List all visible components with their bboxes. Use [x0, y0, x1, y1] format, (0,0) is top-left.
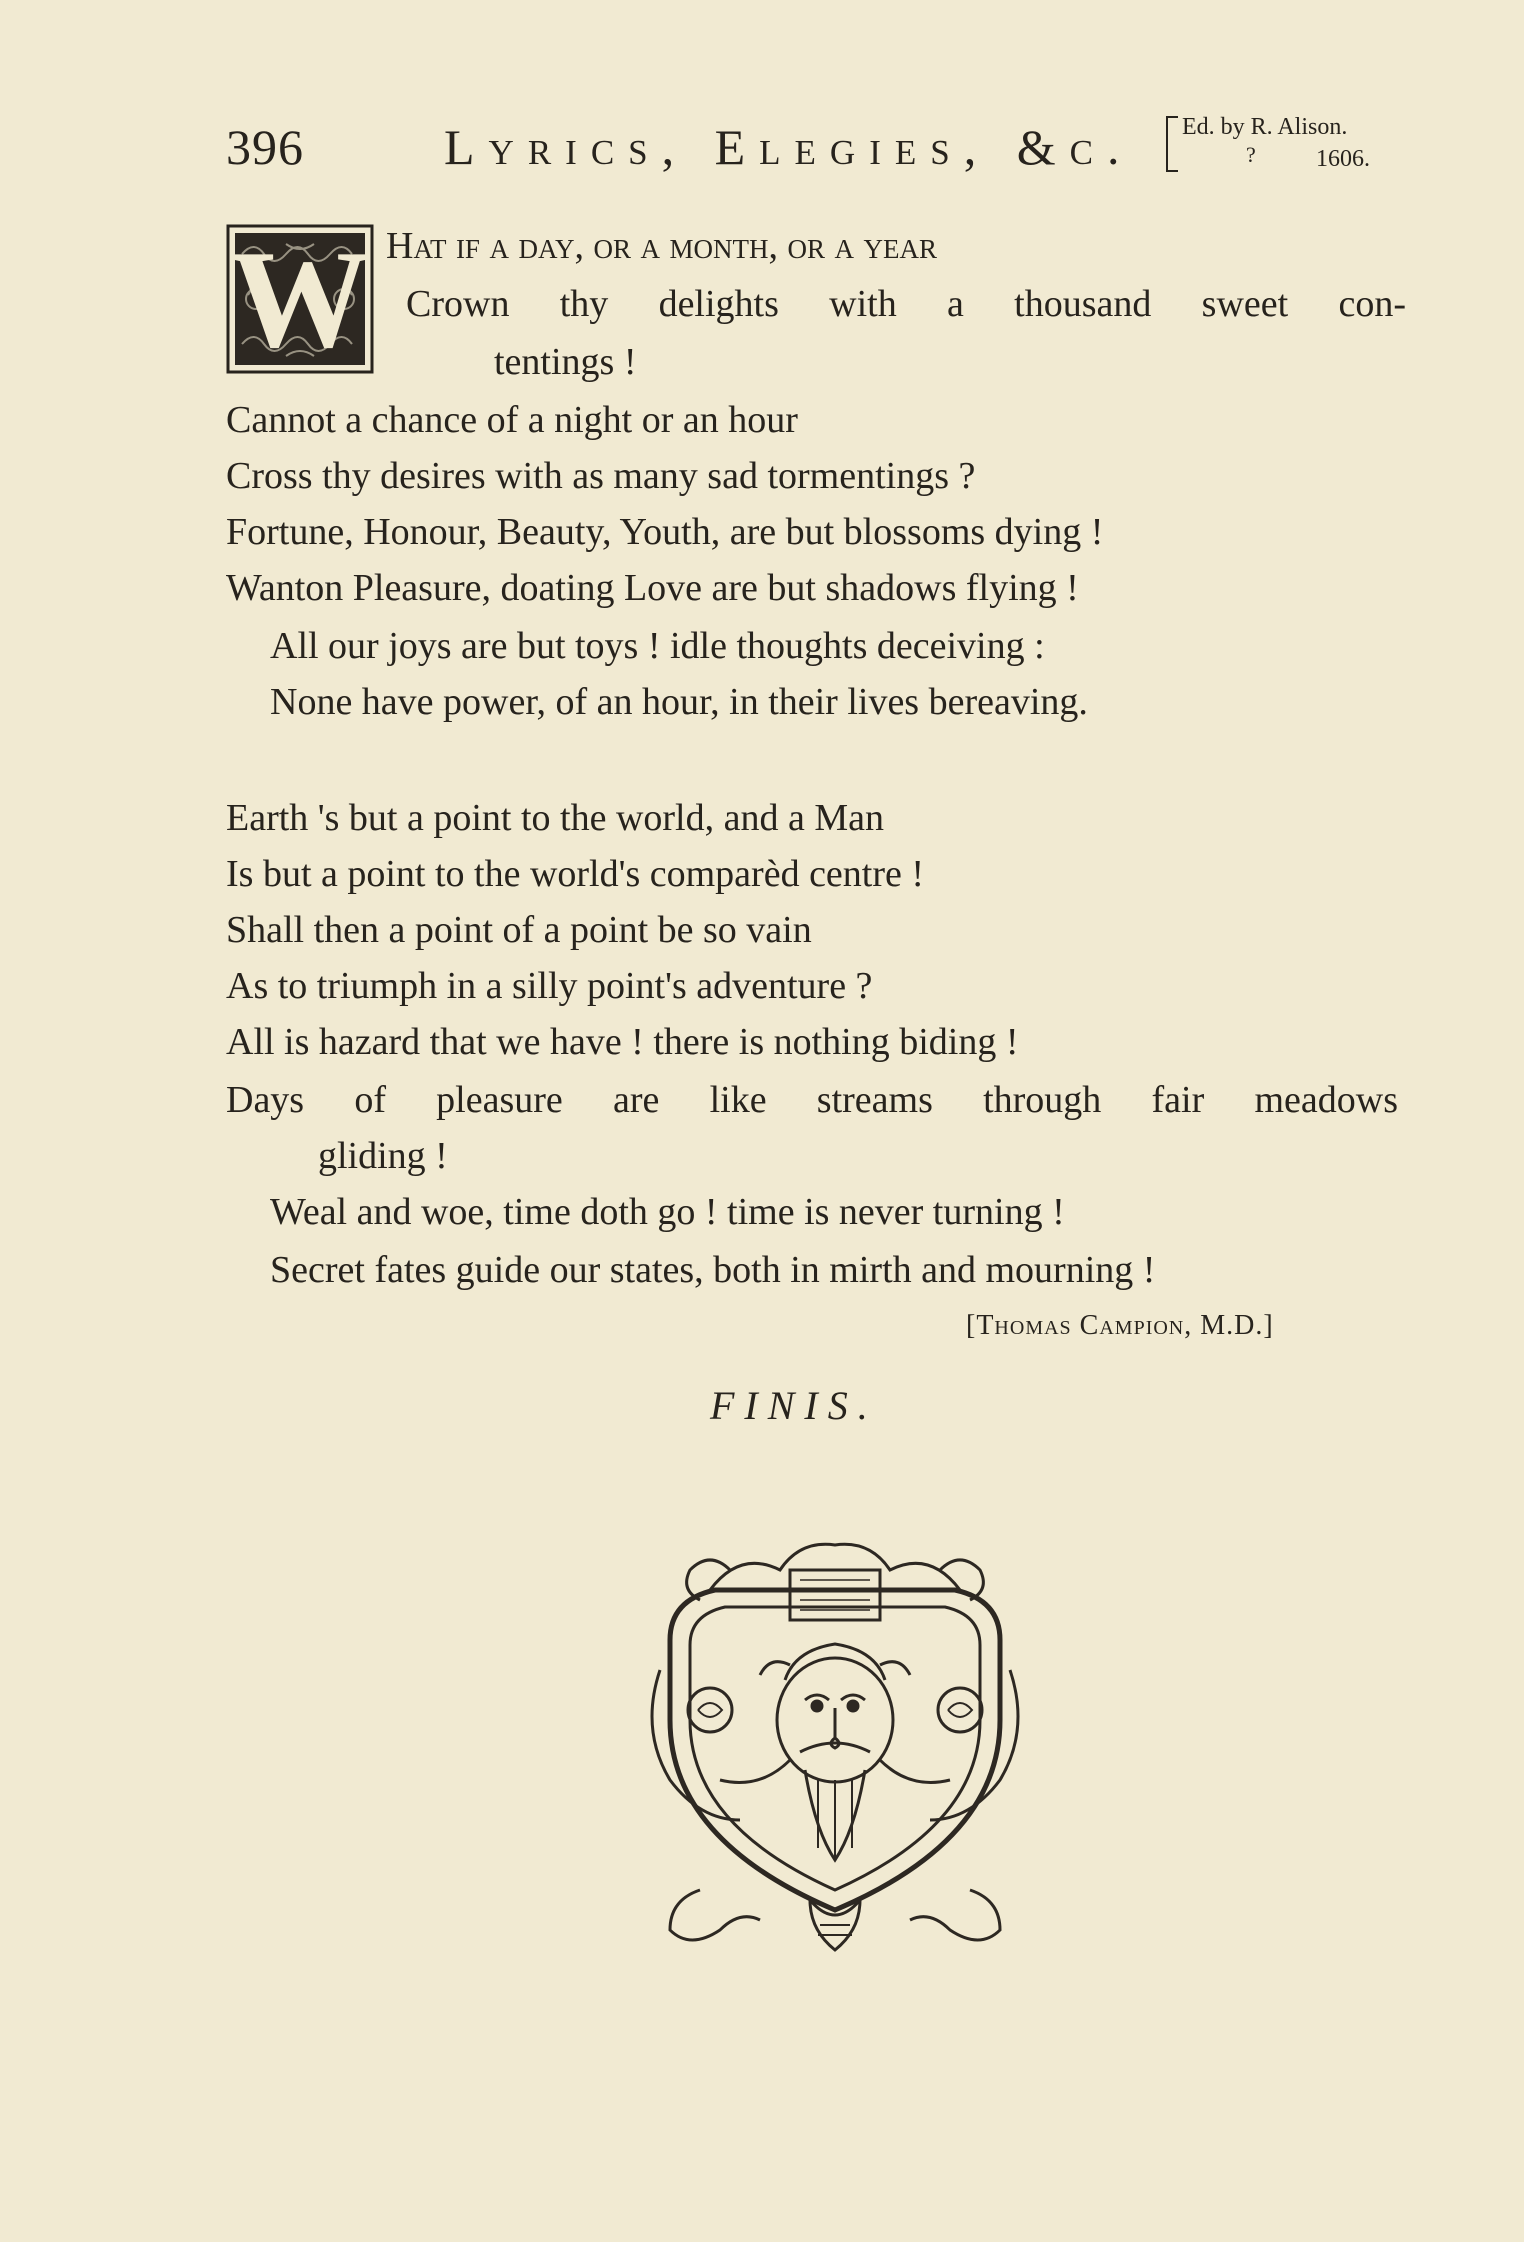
editor-name: Ed. by R. Alison. — [1182, 114, 1348, 140]
stanza1-line-9: None have power, of an hour, in their lives bereaving. — [270, 681, 1088, 723]
running-title: Lyrics, Elegies, &c. — [444, 119, 1134, 175]
stanza1-line-3: tentings ! — [494, 341, 637, 383]
stanza2-line-1: Earth 's but a point to the world, and a Man — [226, 797, 884, 839]
bracket-icon — [1166, 116, 1178, 172]
stanza1-line-6: Fortune, Honour, Beauty, Youth, are but blossoms dying ! — [226, 511, 1104, 553]
stanza2-line-3: Shall then a point of a point be so vain — [226, 909, 812, 951]
page-number: 396 — [226, 119, 304, 175]
stanza1-line-5: Cross thy desires with as many sad tormentings ? — [226, 455, 976, 497]
stanza1-line-4: Cannot a chance of a night or an hour — [226, 399, 798, 441]
editor-year: 1606. — [1316, 146, 1370, 172]
stanza2-line-8: Weal and woe, time doth go ! time is never turning ! — [270, 1191, 1065, 1233]
stanza1-line-7: Wanton Pleasure, doating Love are but shadows flying ! — [226, 567, 1079, 609]
attribution: [Thomas Campion, M.D.] — [966, 1310, 1274, 1341]
running-header — [226, 112, 1406, 192]
stanza1-line-8: All our joys are but toys ! idle thoughts deceiving : — [270, 625, 1045, 667]
stanza1-line-1: Hat if a day, or a month, or a year — [386, 225, 937, 267]
stanza2-line-4: As to triumph in a silly point's adventure ? — [226, 965, 873, 1007]
stanza2-line-9: Secret fates guide our states, both in mirth and mourning ! — [270, 1249, 1156, 1291]
editor-note — [1166, 112, 1406, 182]
stanza1-line-2: Crown thy delights with a thousand sweet con- — [406, 283, 1406, 325]
finis: FINIS. — [710, 1383, 878, 1428]
stanza2-line-5: All is hazard that we have ! there is nothing biding ! — [226, 1021, 1019, 1063]
stanza2-line-6: Days of pleasure are like streams through fair meadows — [226, 1079, 1398, 1121]
stanza2-line-7: gliding ! — [318, 1135, 448, 1177]
ornamented-initial-w-icon — [226, 224, 374, 374]
editor-query-mark: ? — [1246, 142, 1256, 167]
stanza2-line-2: Is but a point to the world's comparèd centre ! — [226, 853, 925, 895]
svg-text:W: W — [230, 224, 370, 374]
green-man-mask-ornament-icon — [640, 1530, 1030, 1970]
